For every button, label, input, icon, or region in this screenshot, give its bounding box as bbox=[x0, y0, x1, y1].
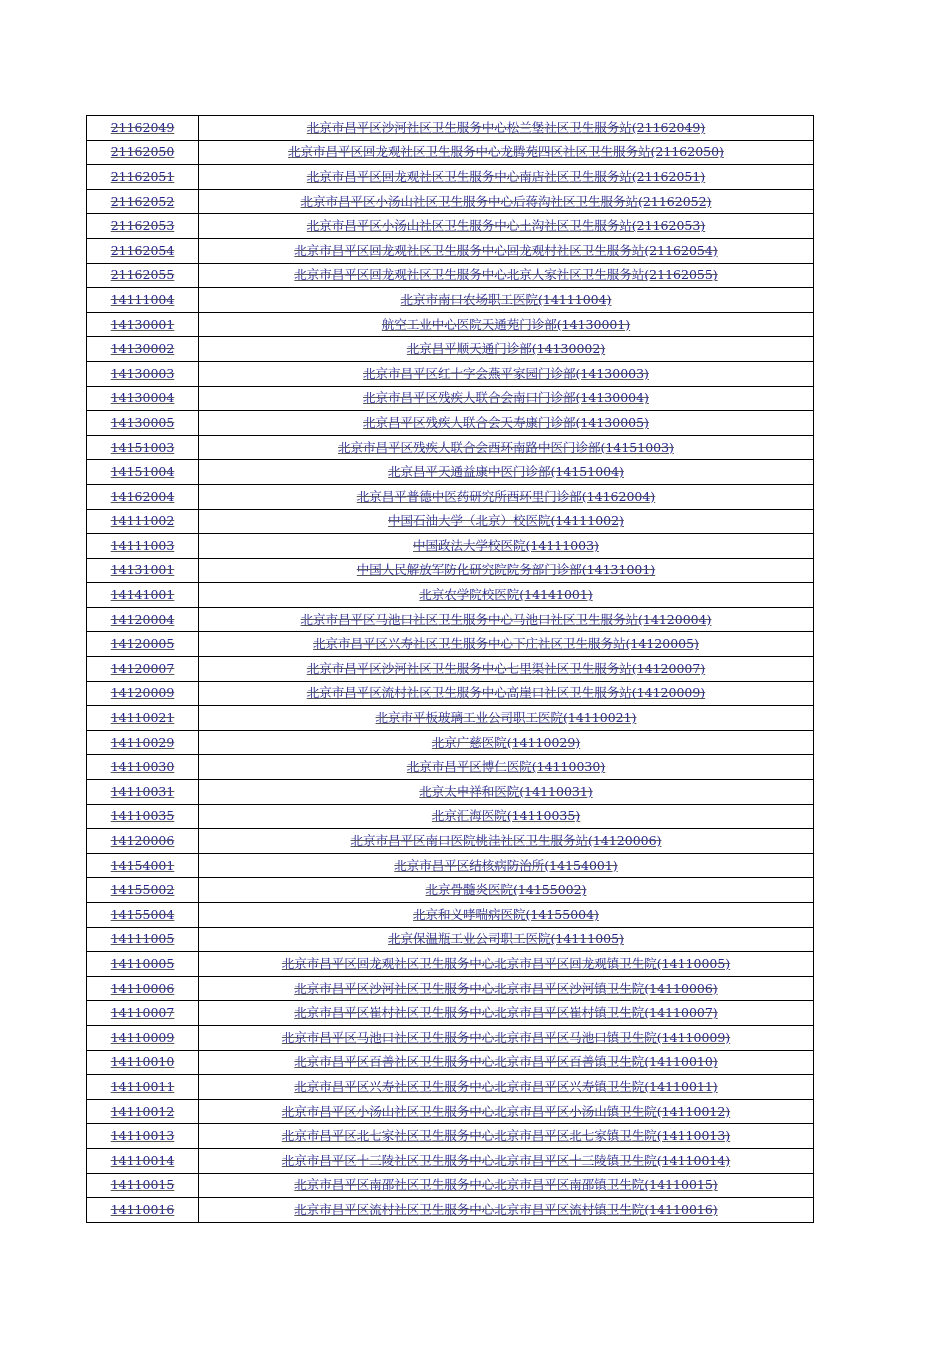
table-row bbox=[87, 189, 814, 214]
code-cell bbox=[87, 927, 199, 952]
name-cell bbox=[199, 1099, 814, 1124]
table-row bbox=[87, 730, 814, 755]
code-cell bbox=[87, 903, 199, 928]
code-cell bbox=[87, 165, 199, 190]
code-link[interactable]: 14120004 bbox=[110, 611, 175, 627]
code-link[interactable]: 21162050 bbox=[110, 144, 175, 160]
code-link[interactable]: 14131001 bbox=[110, 562, 175, 578]
code-link[interactable]: 14151004 bbox=[110, 464, 175, 480]
institution-name-link[interactable]: 北京市昌平区流村社区卫生服务中心高崖口社区卫生服务站(14120009) bbox=[306, 685, 706, 701]
code-cell bbox=[87, 534, 199, 559]
institution-name-link[interactable]: 北京市昌平区沙河社区卫生服务中心北京市昌平区沙河镇卫生院(14110006) bbox=[294, 980, 718, 996]
name-cell bbox=[199, 1025, 814, 1050]
table-row bbox=[87, 386, 814, 411]
table-row bbox=[87, 755, 814, 780]
institution-name-link[interactable]: 北京市昌平区残疾人联合会南口门诊部(14130004) bbox=[363, 390, 649, 406]
institution-name-link[interactable]: 北京市昌平区十三陵社区卫生服务中心北京市昌平区十三陵镇卫生院(14110014) bbox=[281, 1152, 731, 1168]
code-cell bbox=[87, 632, 199, 657]
table-row bbox=[87, 632, 814, 657]
institution-name-link[interactable]: 北京汇海医院(14110035) bbox=[431, 808, 581, 824]
table-row bbox=[87, 534, 814, 559]
code-link[interactable]: 14110015 bbox=[110, 1177, 175, 1193]
code-cell bbox=[87, 657, 199, 682]
name-cell bbox=[199, 853, 814, 878]
code-link[interactable]: 21162054 bbox=[110, 242, 175, 258]
institution-name-link[interactable]: 北京昌平天通益康中医门诊部(14151004) bbox=[388, 464, 624, 480]
code-cell bbox=[87, 607, 199, 632]
code-link[interactable]: 14110035 bbox=[110, 808, 175, 824]
name-cell bbox=[199, 952, 814, 977]
table-row bbox=[87, 337, 814, 362]
name-cell bbox=[199, 583, 814, 608]
institution-name-link[interactable]: 北京市昌平区回龙观社区卫生服务中心南店社区卫生服务站(21162051) bbox=[306, 168, 706, 184]
institution-name-link[interactable]: 北京市昌平区兴寿社区卫生服务中心北京市昌平区兴寿镇卫生院(14110011) bbox=[294, 1078, 718, 1094]
code-link[interactable]: 14110016 bbox=[110, 1201, 175, 1217]
code-link[interactable]: 14130002 bbox=[110, 341, 175, 357]
table-row bbox=[87, 681, 814, 706]
table-row bbox=[87, 853, 814, 878]
code-link[interactable]: 14155002 bbox=[110, 882, 175, 898]
table-row bbox=[87, 312, 814, 337]
code-link[interactable]: 14110006 bbox=[110, 980, 175, 996]
code-link[interactable]: 14110030 bbox=[110, 759, 175, 775]
table-row bbox=[87, 1173, 814, 1198]
code-cell bbox=[87, 312, 199, 337]
code-link[interactable]: 14130004 bbox=[110, 390, 175, 406]
name-cell bbox=[199, 558, 814, 583]
code-link[interactable]: 14130003 bbox=[110, 365, 175, 381]
table-row bbox=[87, 1124, 814, 1149]
code-link[interactable]: 14110013 bbox=[110, 1128, 175, 1144]
table-row bbox=[87, 558, 814, 583]
code-cell bbox=[87, 1198, 199, 1223]
code-cell bbox=[87, 1124, 199, 1149]
institution-name-link[interactable]: 北京市昌平区小汤山社区卫生服务中心北京市昌平区小汤山镇卫生院(14110012) bbox=[281, 1103, 731, 1119]
code-link[interactable]: 14120007 bbox=[110, 660, 175, 676]
code-link[interactable]: 14110031 bbox=[110, 783, 175, 799]
table-row bbox=[87, 411, 814, 436]
code-cell bbox=[87, 558, 199, 583]
institution-table bbox=[86, 115, 814, 1223]
institution-name-link[interactable]: 北京太申祥和医院(14110031) bbox=[419, 783, 593, 799]
code-cell bbox=[87, 976, 199, 1001]
code-cell bbox=[87, 484, 199, 509]
code-cell bbox=[87, 706, 199, 731]
name-cell bbox=[199, 214, 814, 239]
code-cell bbox=[87, 730, 199, 755]
code-link[interactable]: 14155004 bbox=[110, 906, 175, 922]
name-cell bbox=[199, 804, 814, 829]
name-cell bbox=[199, 337, 814, 362]
institution-name-link[interactable]: 北京农学院校医院(14141001) bbox=[419, 587, 593, 603]
code-link[interactable]: 21162052 bbox=[110, 193, 175, 209]
institution-name-link[interactable]: 航空工业中心医院天通苑门诊部(14130001) bbox=[381, 316, 631, 332]
table-row bbox=[87, 607, 814, 632]
name-cell bbox=[199, 189, 814, 214]
code-cell bbox=[87, 288, 199, 313]
institution-name-link[interactable]: 北京昌平区残疾人联合会天寿康门诊部(14130005) bbox=[363, 414, 649, 430]
code-cell bbox=[87, 829, 199, 854]
table-row bbox=[87, 903, 814, 928]
table-row bbox=[87, 952, 814, 977]
table-row bbox=[87, 116, 814, 141]
code-link[interactable]: 14154001 bbox=[110, 857, 175, 873]
code-cell bbox=[87, 755, 199, 780]
name-cell bbox=[199, 976, 814, 1001]
institution-name-link[interactable]: 北京市昌平区崔村社区卫生服务中心北京市昌平区崔村镇卫生院(14110007) bbox=[294, 1005, 718, 1021]
table-row bbox=[87, 288, 814, 313]
institution-table-body bbox=[87, 116, 814, 1223]
institution-name-link[interactable]: 北京市昌平区回龙观社区卫生服务中心北京市昌平区回龙观镇卫生院(14110005) bbox=[281, 955, 731, 971]
code-cell bbox=[87, 386, 199, 411]
name-cell bbox=[199, 1075, 814, 1100]
name-cell bbox=[199, 460, 814, 485]
name-cell bbox=[199, 903, 814, 928]
code-link[interactable]: 14111002 bbox=[110, 513, 175, 529]
name-cell bbox=[199, 288, 814, 313]
name-cell bbox=[199, 312, 814, 337]
institution-name-link[interactable]: 中国政法大学校医院(14111003) bbox=[413, 537, 599, 553]
code-link[interactable]: 14110007 bbox=[110, 1005, 175, 1021]
code-cell bbox=[87, 238, 199, 263]
table-row bbox=[87, 1001, 814, 1026]
code-link[interactable]: 14151003 bbox=[110, 439, 175, 455]
table-row bbox=[87, 657, 814, 682]
institution-name-link[interactable]: 北京和义哮喘病医院(14155004) bbox=[413, 906, 599, 922]
name-cell bbox=[199, 263, 814, 288]
institution-name-link[interactable]: 北京市昌平区沙河社区卫生服务中心七里渠社区卫生服务站(14120007) bbox=[306, 660, 706, 676]
code-link[interactable]: 14162004 bbox=[110, 488, 175, 504]
institution-name-link[interactable]: 北京市昌平区流村社区卫生服务中心北京市昌平区流村镇卫生院(14110016) bbox=[294, 1201, 718, 1217]
name-cell bbox=[199, 632, 814, 657]
code-link[interactable]: 14120005 bbox=[110, 636, 175, 652]
table-row bbox=[87, 509, 814, 534]
table-row bbox=[87, 484, 814, 509]
name-cell bbox=[199, 165, 814, 190]
name-cell bbox=[199, 657, 814, 682]
table-row bbox=[87, 1099, 814, 1124]
code-cell bbox=[87, 780, 199, 805]
institution-name-link[interactable]: 北京广慈医院(14110029) bbox=[431, 734, 581, 750]
name-cell bbox=[199, 1198, 814, 1223]
name-cell bbox=[199, 411, 814, 436]
table-row bbox=[87, 435, 814, 460]
institution-name-link[interactable]: 北京市昌平区回龙观社区卫生服务中心北京人家社区卫生服务站(21162055) bbox=[294, 267, 718, 283]
table-row bbox=[87, 829, 814, 854]
code-link[interactable]: 14130001 bbox=[110, 316, 175, 332]
name-cell bbox=[199, 878, 814, 903]
code-link[interactable]: 14141001 bbox=[110, 587, 175, 603]
code-link[interactable]: 21162053 bbox=[110, 218, 175, 234]
code-cell bbox=[87, 361, 199, 386]
table-row bbox=[87, 706, 814, 731]
code-link[interactable]: 14110021 bbox=[110, 710, 175, 726]
table-row bbox=[87, 361, 814, 386]
name-cell bbox=[199, 509, 814, 534]
code-link[interactable]: 21162051 bbox=[110, 168, 175, 184]
name-cell bbox=[199, 706, 814, 731]
institution-name-link[interactable]: 北京市昌平区残疾人联合会西环南路中医门诊部(14151003) bbox=[338, 439, 674, 455]
name-cell bbox=[199, 386, 814, 411]
table-row bbox=[87, 1198, 814, 1223]
institution-name-link[interactable]: 北京市昌平区沙河社区卫生服务中心松兰堡社区卫生服务站(21162049) bbox=[306, 119, 706, 135]
code-cell bbox=[87, 878, 199, 903]
code-link[interactable]: 14110012 bbox=[110, 1103, 175, 1119]
table-row bbox=[87, 165, 814, 190]
code-cell bbox=[87, 1050, 199, 1075]
code-cell bbox=[87, 337, 199, 362]
table-row bbox=[87, 1050, 814, 1075]
name-cell bbox=[199, 1050, 814, 1075]
code-link[interactable]: 14110005 bbox=[110, 955, 175, 971]
institution-name-link[interactable]: 北京市昌平区回龙观社区卫生服务中心龙腾苑四区社区卫生服务站(21162050) bbox=[288, 144, 724, 160]
name-cell bbox=[199, 435, 814, 460]
table-row bbox=[87, 214, 814, 239]
institution-name-link[interactable]: 北京市南口农场职工医院(14111004) bbox=[400, 291, 612, 307]
table-row bbox=[87, 1075, 814, 1100]
institution-name-link[interactable]: 北京保温瓶工业公司职工医院(14111005) bbox=[388, 931, 624, 947]
institution-name-link[interactable]: 中国石油大学（北京）校医院(14111002) bbox=[388, 513, 624, 529]
table-row bbox=[87, 238, 814, 263]
institution-name-link[interactable]: 北京市昌平区马池口社区卫生服务中心北京市昌平区马池口镇卫生院(14110009) bbox=[281, 1029, 731, 1045]
name-cell bbox=[199, 1001, 814, 1026]
institution-name-link[interactable]: 北京市平板玻璃工业公司职工医院(14110021) bbox=[375, 710, 637, 726]
code-link[interactable]: 14110009 bbox=[110, 1029, 175, 1045]
code-cell bbox=[87, 1099, 199, 1124]
code-link[interactable]: 14110029 bbox=[110, 734, 175, 750]
name-cell bbox=[199, 681, 814, 706]
table-row bbox=[87, 460, 814, 485]
institution-name-link[interactable]: 北京市昌平区南邵社区卫生服务中心北京市昌平区南邵镇卫生院(14110015) bbox=[294, 1177, 718, 1193]
code-cell bbox=[87, 140, 199, 165]
institution-name-link[interactable]: 北京市昌平区博仁医院(14110030) bbox=[406, 759, 606, 775]
name-cell bbox=[199, 140, 814, 165]
code-cell bbox=[87, 435, 199, 460]
name-cell bbox=[199, 927, 814, 952]
name-cell bbox=[199, 116, 814, 141]
code-cell bbox=[87, 1173, 199, 1198]
code-link[interactable]: 14111004 bbox=[110, 291, 175, 307]
code-cell bbox=[87, 460, 199, 485]
table-row bbox=[87, 878, 814, 903]
name-cell bbox=[199, 730, 814, 755]
code-link[interactable]: 14110011 bbox=[110, 1078, 175, 1094]
institution-name-link[interactable]: 北京市昌平区回龙观社区卫生服务中心回龙观村社区卫生服务站(21162054) bbox=[294, 242, 718, 258]
name-cell bbox=[199, 829, 814, 854]
table-row bbox=[87, 1025, 814, 1050]
name-cell bbox=[199, 534, 814, 559]
name-cell bbox=[199, 1124, 814, 1149]
code-cell bbox=[87, 804, 199, 829]
name-cell bbox=[199, 755, 814, 780]
institution-name-link[interactable]: 北京市昌平区结核病防治所(14154001) bbox=[394, 857, 618, 873]
code-link[interactable]: 14120009 bbox=[110, 685, 175, 701]
institution-name-link[interactable]: 北京市昌平区百善社区卫生服务中心北京市昌平区百善镇卫生院(14110010) bbox=[294, 1054, 718, 1070]
name-cell bbox=[199, 361, 814, 386]
institution-name-link[interactable]: 北京骨髓炎医院(14155002) bbox=[425, 882, 587, 898]
code-link[interactable]: 14110010 bbox=[110, 1054, 175, 1070]
code-cell bbox=[87, 853, 199, 878]
institution-name-link[interactable]: 北京市昌平区兴寿社区卫生服务中心下庄社区卫生服务站(14120005) bbox=[313, 636, 699, 652]
name-cell bbox=[199, 780, 814, 805]
table-row bbox=[87, 583, 814, 608]
code-cell bbox=[87, 681, 199, 706]
code-cell bbox=[87, 1075, 199, 1100]
code-cell bbox=[87, 411, 199, 436]
code-link[interactable]: 14110014 bbox=[110, 1152, 175, 1168]
code-link[interactable]: 21162049 bbox=[110, 119, 175, 135]
code-cell bbox=[87, 1025, 199, 1050]
name-cell bbox=[199, 1173, 814, 1198]
code-cell bbox=[87, 189, 199, 214]
code-cell bbox=[87, 1148, 199, 1173]
institution-name-link[interactable]: 北京昌平顺天通门诊部(14130002) bbox=[406, 341, 606, 357]
code-cell bbox=[87, 509, 199, 534]
code-cell bbox=[87, 116, 199, 141]
code-link[interactable]: 14111003 bbox=[110, 537, 175, 553]
code-cell bbox=[87, 263, 199, 288]
institution-name-link[interactable]: 北京市昌平区马池口社区卫生服务中心马池口社区卫生服务站(14120004) bbox=[300, 611, 712, 627]
institution-name-link[interactable]: 北京市昌平区红十字会燕平家园门诊部(14130003) bbox=[363, 365, 649, 381]
code-cell bbox=[87, 583, 199, 608]
institution-name-link[interactable]: 中国人民解放军防化研究院院务部门诊部(14131001) bbox=[356, 562, 656, 578]
institution-name-link[interactable]: 北京市昌平区北七家社区卫生服务中心北京市昌平区北七家镇卫生院(14110013) bbox=[281, 1128, 731, 1144]
code-cell bbox=[87, 952, 199, 977]
name-cell bbox=[199, 238, 814, 263]
table-row bbox=[87, 263, 814, 288]
table-row bbox=[87, 927, 814, 952]
institution-name-link[interactable]: 北京市昌平区小汤山社区卫生服务中心土沟社区卫生服务站(21162053) bbox=[306, 218, 706, 234]
institution-name-link[interactable]: 北京昌平普德中医药研究所西环里门诊部(14162004) bbox=[356, 488, 656, 504]
institution-name-link[interactable]: 北京市昌平区南口医院桃洼社区卫生服务站(14120006) bbox=[350, 833, 662, 849]
code-cell bbox=[87, 1001, 199, 1026]
table-row bbox=[87, 1148, 814, 1173]
code-link[interactable]: 21162055 bbox=[110, 267, 175, 283]
name-cell bbox=[199, 1148, 814, 1173]
code-link[interactable]: 14130005 bbox=[110, 414, 175, 430]
table-row bbox=[87, 976, 814, 1001]
table-row bbox=[87, 804, 814, 829]
name-cell bbox=[199, 484, 814, 509]
code-cell bbox=[87, 214, 199, 239]
code-link[interactable]: 14111005 bbox=[110, 931, 175, 947]
institution-name-link[interactable]: 北京市昌平区小汤山社区卫生服务中心后蒋沟社区卫生服务站(21162052) bbox=[300, 193, 712, 209]
table-row bbox=[87, 780, 814, 805]
code-link[interactable]: 14120006 bbox=[110, 833, 175, 849]
name-cell bbox=[199, 607, 814, 632]
table-row bbox=[87, 140, 814, 165]
